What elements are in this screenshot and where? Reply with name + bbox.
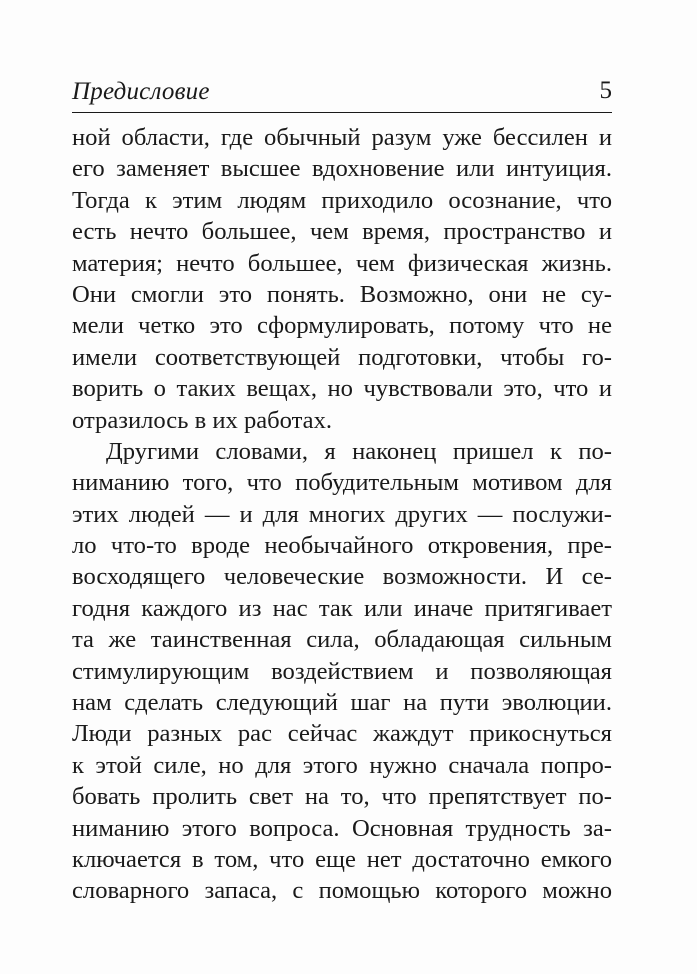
text-line: стимулирующим воздействием и позволяющая xyxy=(72,657,612,685)
text-line: ворить о таких вещах, но чувствовали это, что и xyxy=(72,375,612,403)
text-line: материя; нечто большее, чем физическая жизнь. xyxy=(72,249,612,277)
body-text xyxy=(72,122,612,907)
running-header xyxy=(72,76,612,113)
text-line: ниманию этого вопроса. Основная трудность за- xyxy=(72,814,612,842)
text-line: ключается в том, что еще нет достаточно емкого xyxy=(72,845,612,873)
text-line: к этой силе, но для этого нужно сначала попро- xyxy=(72,751,612,779)
text-line: ниманию того, что побудительным мотивом для xyxy=(72,469,612,497)
text-line: словарного запаса, с помощью которого можно xyxy=(72,877,612,905)
text-line: Люди разных рас сейчас жаждут прикоснуться xyxy=(72,720,612,748)
text-line: ло что-то вроде необычайного откровения, пре- xyxy=(72,532,612,560)
chapter-title: Предисловие xyxy=(72,78,210,105)
text-line: Другими словами, я наконец пришел к по- xyxy=(106,437,612,465)
text-line: та же таинственная сила, обладающая сильным xyxy=(72,626,612,654)
text-line: Тогда к этим людям приходило осознание, что xyxy=(72,186,612,214)
page-number: 5 xyxy=(599,77,612,104)
text-line: ной области, где обычный разум уже бессилен и xyxy=(72,124,612,151)
text-line: отразилось в их работах. xyxy=(72,406,333,434)
text-line: имели соответствующей подготовки, чтобы го- xyxy=(72,343,612,371)
text-line: этих людей — и для многих других — послужи- xyxy=(72,500,612,528)
text-line: его заменяет высшее вдохновение или интуиция. xyxy=(72,155,612,183)
text-line: бовать пролить свет на то, что препятствует по- xyxy=(72,783,612,811)
text-line: есть нечто большее, чем время, пространство и xyxy=(72,218,612,246)
text-line: годня каждого из нас так или иначе притягивает xyxy=(72,594,612,622)
text-line: мели четко это сформулировать, потому что не xyxy=(72,312,612,340)
text-line: восходящего человеческие возможности. И се- xyxy=(72,563,612,591)
text-line: нам сделать следующий шаг на пути эволюции. xyxy=(72,689,612,717)
text-line: Они смогли это понять. Возможно, они не су- xyxy=(72,280,612,308)
